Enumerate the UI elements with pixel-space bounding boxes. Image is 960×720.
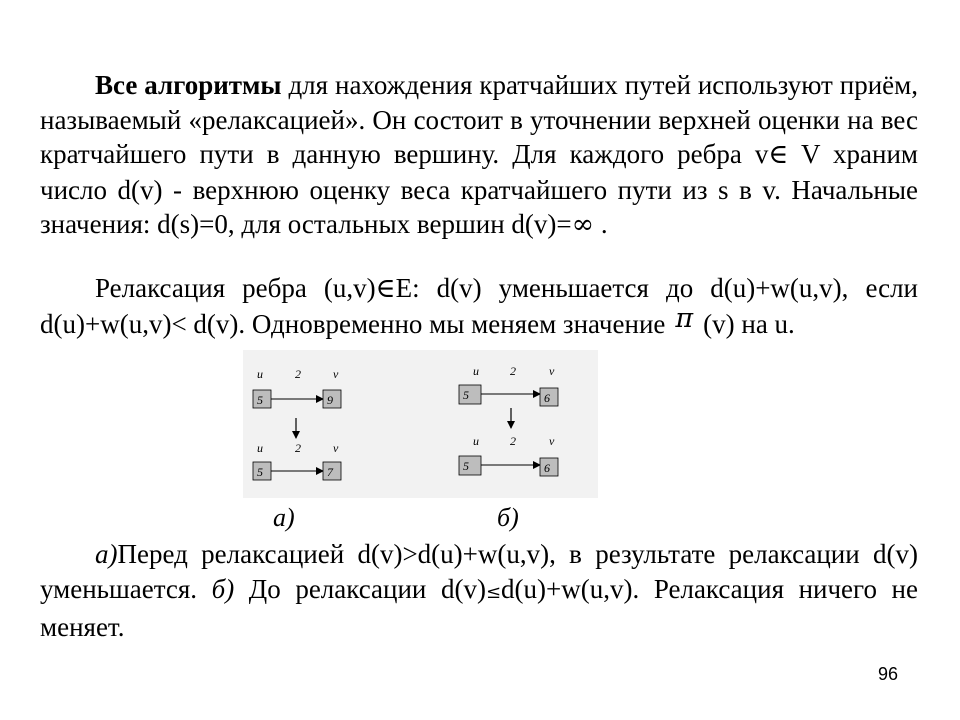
text-span: d(u)+w(u,v). Релаксация ничего не меняет. [40,573,918,642]
node-u-value: 5 [463,388,469,402]
text-span: Перед релаксацией d(v)>d(u)+w(u,v), в результате релаксации d(v) уменьшается. [40,539,918,604]
element-of-symbol: ∈ [375,273,396,304]
node-v-value: 7 [327,465,333,479]
bold-lead: Все алгоритмы [95,70,282,100]
infinity-symbol: ∞ [571,209,595,240]
node-u-value: 5 [463,459,469,473]
node-v-value: 6 [544,391,550,405]
node-u-label: u [473,434,479,448]
node-v-label: v [333,367,339,381]
text-span: . [594,209,608,239]
text-span: E: d(v) уменьшается до d(u)+w(u,v), если d(u)+w(u,v)< d(v). Одновременно мы меняем значение [40,273,919,339]
paragraph-relaxation [40,271,918,342]
element-of-symbol: ∈ [768,139,789,170]
node-u-value: 5 [257,393,263,407]
pi-symbol: π [675,302,694,334]
node-v-label: v [333,441,339,455]
edge-weight-label: 2 [510,434,516,448]
marker-b: б) [211,573,235,604]
node-v-value: 9 [327,393,333,407]
node-v-value: 6 [544,461,550,475]
page-number: 96 [878,664,899,684]
panel-a-after [253,441,341,480]
less-or-equal-symbol: ≤ [485,581,502,603]
node-u-value: 5 [257,465,263,479]
node-u-label: u [257,367,263,381]
node-u-label: u [257,441,263,455]
node-v-label: v [549,434,555,448]
paragraph-definition [40,68,918,243]
text-span: V храним число d(v) - верхнюю оценку веса кратчайшего пути из s в v. Начальные значения: d(s)=0, для остальных вершин d(v)= [40,139,918,239]
panel-a-before [253,367,341,408]
edge-weight-label: 2 [295,367,301,381]
text-span: Релаксация ребра (u,v) [95,273,376,303]
node-v-label: v [549,364,555,378]
text-span: (v) на u. [703,308,795,339]
caption-a: а) [273,503,295,532]
panel-b-after [459,434,558,476]
text-span: До релаксации d(v) [234,573,486,604]
caption-b: б) [497,503,519,532]
panel-b-before [459,364,558,406]
node-u-label: u [473,364,479,378]
paragraph-figure-explanation [40,537,918,645]
relaxation-diagram [243,350,598,498]
relaxation-figure [243,350,598,498]
marker-a: а) [95,539,118,569]
edge-weight-label: 2 [295,441,301,455]
text-span: для нахождения кратчайших путей используют приём, называемый «релаксацией». Он состоит в уточнении верхней оценки на вес кратчайшего пути в данную вершину. Для каждого ребра v [40,70,918,169]
edge-weight-label: 2 [510,364,516,378]
